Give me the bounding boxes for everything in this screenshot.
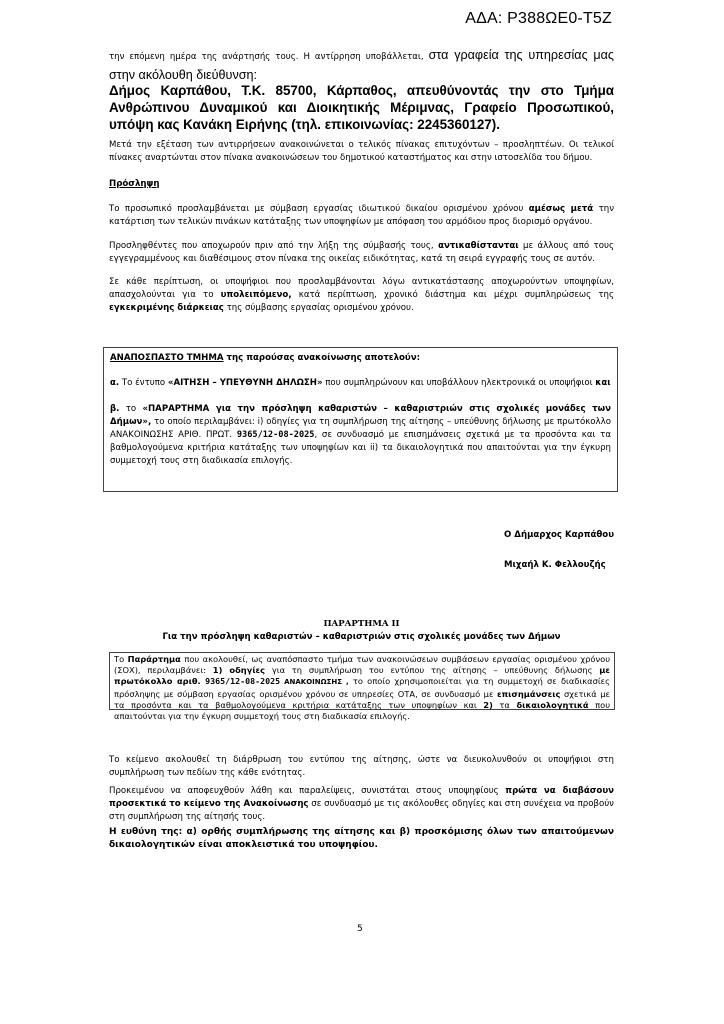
item-label: α. bbox=[110, 378, 120, 388]
text: το bbox=[119, 404, 143, 414]
annex-paragraph-1 bbox=[109, 754, 614, 780]
hiring-heading-text: Πρόσληψη bbox=[109, 179, 160, 189]
hiring-paragraph-3 bbox=[109, 276, 614, 315]
text: για τη συμπλήρωση του εντύπου της αίτησης – υπεύθυνης δήλωσης bbox=[265, 665, 600, 676]
intro-text-large: στα γραφεία της υπηρεσίας μας στην ακόλουθη διεύθυνση: bbox=[109, 48, 615, 82]
integral-title-underlined: ΑΝΑΠΟΣΠΑΣΤΟ ΤΜΗΜΑ bbox=[110, 353, 224, 363]
emphasis: ΑΝΑΚΟΙΝΩΣΗΣ , bbox=[280, 678, 349, 687]
text: , σε συνδυασμό με επισημάνσεις σχετικά με τα προσόντα και τα βαθμολογούμενα κριτήρια κατάταξης των υποψηφίων και ii) τα δικαιολογητικά που απαιτούνται για την έγκυρη συμμετοχή τους στη διαδικασία επιλογής. bbox=[110, 430, 611, 466]
annex-summary-box bbox=[109, 652, 615, 722]
emphasis: Παράρτημα bbox=[127, 654, 181, 664]
ada-code: ΑΔΑ: Ρ388ΩΕ0-Τ5Ζ bbox=[465, 10, 612, 27]
emphasis: επισημάνσεις bbox=[496, 688, 561, 699]
text: Το προσωπικό προσλαμβάνεται με σύμβαση εργασίας ιδιωτικού δικαίου ορισμένου χρόνου bbox=[109, 204, 529, 214]
text: κατά περίπτωση, χρονικό διάστημα και μέχρι συμπληρώσεως της bbox=[291, 290, 614, 300]
emphasis: αντικαθίστανται bbox=[438, 241, 519, 251]
annex-paragraph-2 bbox=[109, 785, 614, 824]
text: που συμπληρώνουν και υποβάλλουν ηλεκτρονικά οι υποψήφιοι bbox=[322, 378, 596, 388]
text: που απαιτούνται για την έγκυρη συμμετοχή τους στη διαδικασία επιλογής. bbox=[114, 699, 610, 722]
final-tables-paragraph bbox=[109, 139, 614, 165]
hiring-paragraph-2 bbox=[109, 240, 614, 266]
text: σε συνδυασμό με τις ακόλουθες οδηγίες και στη συνέχεια να προβούν στη συμπλήρωση της αίτησής τους. bbox=[109, 799, 614, 822]
emphasis: «ΑΙΤΗΣΗ – ΥΠΕΥΘΥΝΗ ΔΗΛΩΣΗ» bbox=[167, 378, 323, 388]
text: σχετικά με τα προσόντα και τα βαθμολογούμενα κριτήρια κατάταξης των υποψηφίων και bbox=[114, 688, 610, 710]
final-tables-text: Μετά την εξέταση των αντιρρήσεων ανακοινώνεται ο τελικός πίνακας επιτυχόντων – προσληπτέων. Οι τελικοί πίνακες αναρτώνται στον πίνακα ανακοινώσεων του δημοτικού καταστήματος και στην ιστοσελίδα του δήμου. bbox=[109, 140, 614, 163]
text: τα bbox=[492, 699, 517, 710]
protocol-number: 9365/12-08-2025 bbox=[236, 430, 315, 440]
text: Το bbox=[114, 654, 128, 664]
hiring-heading bbox=[109, 178, 614, 191]
item-label: β. bbox=[110, 404, 120, 414]
annex-p1-text: Το κείμενο ακολουθεί τη διάρθρωση του εντύπου της αίτησης, ώστε να διευκολυνθούν οι υποψήφιοι στη συμπλήρωση των πεδίων της κάθε ενότητας. bbox=[109, 755, 614, 778]
emphasis: πρώτα να διαβάσουν προσεκτικά το κείμενο της Ανακοίνωσης bbox=[109, 786, 614, 809]
address-paragraph bbox=[109, 82, 614, 133]
text: το οποίο περιλαμβάνει: i) οδηγίες για τη συμπλήρωση της αίτησης – υπεύθυνης δήλωσης με πρωτόκολλο ΑΝΑΚΟΙΝΩΣΗΣ ΑΡΙΘ. ΠΡΩΤ. bbox=[110, 417, 611, 440]
page-number: 5 bbox=[357, 924, 363, 934]
hiring-paragraph-1 bbox=[109, 203, 614, 229]
text: της σύμβασης εργασίας ορισμένου χρόνου. bbox=[223, 303, 414, 313]
annex-title: ΠΑΡΑΡΤΗΜΑ ΙΙ bbox=[323, 619, 400, 629]
annex-subtitle: Για την πρόσληψη καθαριστών – καθαριστριών στις σχολικές μονάδες των Δήμων bbox=[162, 632, 561, 642]
emphasis: εγκεκριμένης διάρκειας bbox=[109, 303, 224, 313]
intro-text-small: την επόμενη ημέρα της ανάρτησής τους. Η αντίρρηση υποβάλλεται, bbox=[109, 52, 429, 62]
annex-paragraph-3 bbox=[109, 826, 614, 852]
mayor-title: Ο Δήμαρχος Καρπάθου bbox=[504, 530, 615, 540]
text: Το έντυπο bbox=[119, 378, 168, 388]
text: που ακολουθεί, ως αναπόσπαστο τμήμα των ανακοινώσεων συμβάσεων εργασίας ορισμένου χρόνου (ΣΟΧ), περιλαμβάνει: bbox=[114, 654, 610, 676]
text: την κατάρτιση των τελικών πινάκων κατάταξης των υποψηφίων με απόφαση του αρμόδιου προς διορισμό οργάνου. bbox=[109, 204, 614, 227]
address-text: Δήμος Καρπάθου, Τ.Κ. 85700, Κάρπαθος, απευθύνοντάς την στο Τμήμα Ανθρώπινου Δυναμικού και Διοικητικής Μέριμνας, Γραφείο Προσωπικού, υπόψη κας Κανάκη Ειρήνης (τηλ. επικοινωνίας: 2245360127). bbox=[109, 83, 614, 132]
emphasis: 2) bbox=[483, 699, 493, 710]
emphasis: υπολειπόμενο, bbox=[220, 290, 292, 300]
emphasis: με πρωτόκολλο αριθ. bbox=[114, 665, 611, 687]
mayor-name: Μιχαήλ Κ. Φελλουζής bbox=[504, 560, 606, 570]
text: Σε κάθε περίπτωση, οι υποψήφιοι που προσλαμβάνονται λόγω αντικατάστασης αποχωρούντων υποψηφίων, απασχολούνται για το bbox=[109, 277, 614, 300]
annex-p3-text: Η ευθύνη της: α) ορθής συμπλήρωσης της αίτησης και β) προσκόμισης όλων των απαιτούμενων δικαιολογητικών είναι αποκλειστικά του υποψηφίου. bbox=[109, 827, 614, 850]
emphasis: αμέσως μετά bbox=[528, 204, 594, 214]
text: Προσληφθέντες που αποχωρούν πριν από την λήξη της σύμβασής τους, bbox=[109, 241, 439, 251]
integral-title-rest: της παρούσας ανακοίνωσης αποτελούν: bbox=[223, 353, 421, 363]
text: το οποίο χρησιμοποιείται για τη συμμετοχή σε διαδικασίες πρόσληψης με σύμβαση εργασίας ορισμένου χρόνου σε υπηρεσίες ΟΤΑ, σε συνδυασμό με bbox=[114, 676, 610, 699]
emphasis: «ΠΑΡΑΡΤΗΜΑ για την πρόσληψη καθαριστών – καθαριστριών στις σχολικές μονάδες των Δήμων», bbox=[110, 404, 611, 427]
integral-part-box bbox=[103, 347, 618, 492]
annex-heading bbox=[109, 618, 614, 644]
emphasis: και bbox=[595, 378, 611, 388]
text: με άλλους από τους εγγεγραμμένους και διαθέσιμους στον πίνακα της οικείας ειδικότητας, κατά τη σειρά εγγραφής τους σε αυτόν. bbox=[109, 241, 614, 264]
protocol-number: 9365/12-08-2025 bbox=[205, 676, 281, 687]
intro-objection-paragraph bbox=[109, 44, 614, 83]
emphasis: δικαιολογητικά bbox=[516, 699, 589, 710]
text: Προκειμένου να αποφευχθούν λάθη και παραλείψεις, συνιστάται στους υποψηφίους bbox=[109, 786, 506, 796]
emphasis: 1) οδηγίες bbox=[212, 665, 266, 676]
